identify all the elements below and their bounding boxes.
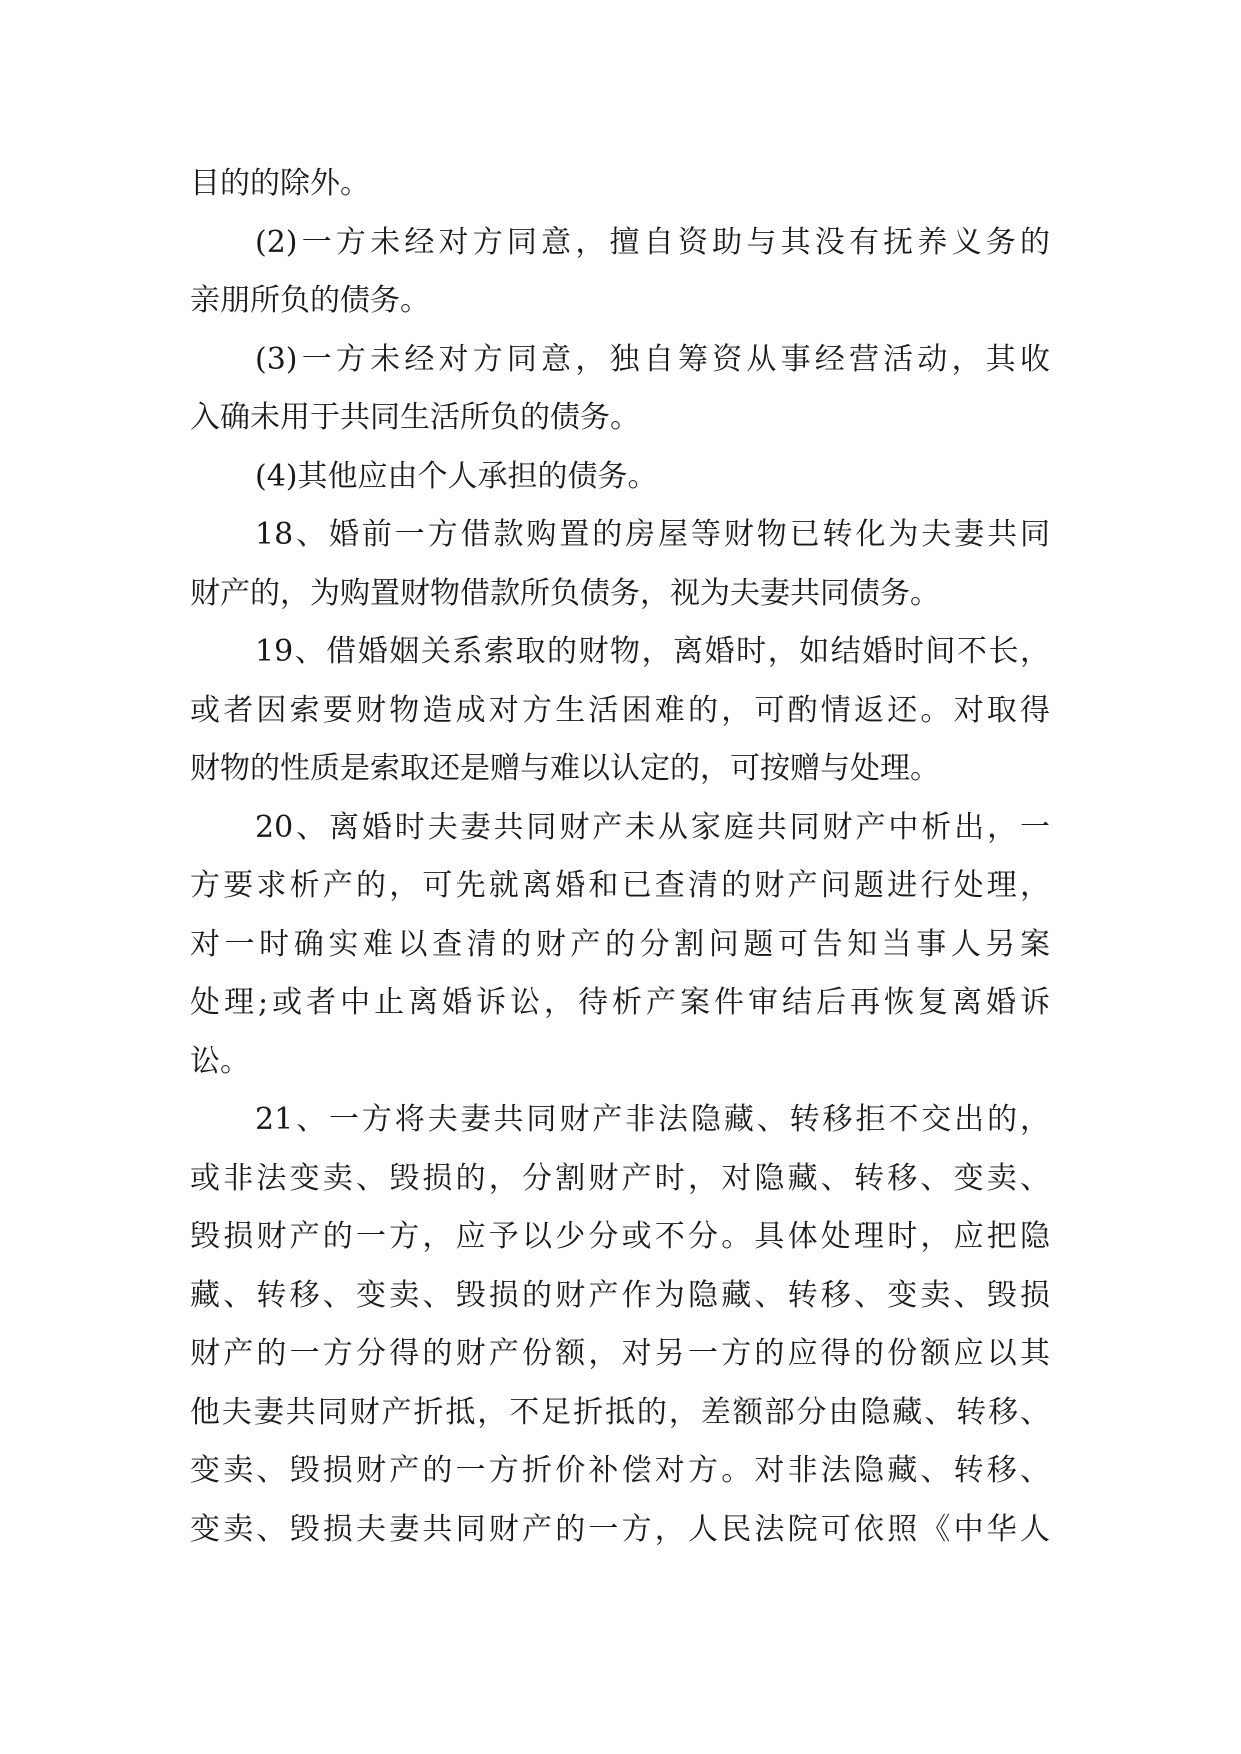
text-line: (2)一方未经对方同意，擅自资助与其没有抚养义务的 [255,224,1050,260]
text-line: 亲朋所负的债务。 [190,283,430,318]
document-body [190,155,1050,1559]
text-line: 19、借婚姻关系索取的财物，离婚时，如结婚时间不长， [255,634,1050,669]
text-line: 财产的一方分得的财产份额，对另一方的应得的份额应以其 [190,1336,1050,1371]
text-line: 或者因索要财物造成对方生活困难的，可酌情返还。对取得 [190,692,1050,728]
text-line: (4)其他应由个人承担的债务。 [255,458,658,494]
text-line: 或非法变卖、毁损的，分割财产时，对隐藏、转移、变卖、 [190,1160,1050,1196]
text-line: 财产的，为购置财物借款所负债务，视为夫妻共同债务。 [190,575,940,611]
text-line: 变卖、毁损夫妻共同财产的一方，人民法院可依照《中华人 [190,1511,1050,1547]
text-line: 对一时确实难以查清的财产的分割问题可告知当事人另案 [190,926,1050,962]
text-line: 21、一方将夫妻共同财产非法隐藏、转移拒不交出的， [255,1102,1050,1137]
text-line: (3)一方未经对方同意，独自筹资从事经营活动，其收 [255,341,1050,377]
text-line: 财物的性质是索取还是赠与难以认定的，可按赠与处理。 [190,751,940,786]
text-line: 处理;或者中止离婚诉讼，待析产案件审结后再恢复离婚诉 [190,985,1050,1020]
text-line: 毁损财产的一方，应予以少分或不分。具体处理时，应把隐 [190,1219,1050,1254]
text-line: 他夫妻共同财产折抵，不足折抵的，差额部分由隐藏、转移、 [190,1394,1050,1430]
text-line: 20、离婚时夫妻共同财产未从家庭共同财产中析出，一 [255,809,1050,845]
text-line: 藏、转移、变卖、毁损的财产作为隐藏、转移、变卖、毁损 [190,1277,1050,1313]
text-line: 方要求析产的，可先就离婚和已查清的财产问题进行处理， [190,868,1050,903]
text-line: 目的的除外。 [190,166,370,201]
text-line: 讼。 [190,1043,250,1079]
text-line: 入确未用于共同生活所负的债务。 [190,400,640,435]
text-line: 18、婚前一方借款购置的房屋等财物已转化为夫妻共同 [255,517,1050,552]
text-line: 变卖、毁损财产的一方折价补偿对方。对非法隐藏、转移、 [190,1453,1050,1488]
